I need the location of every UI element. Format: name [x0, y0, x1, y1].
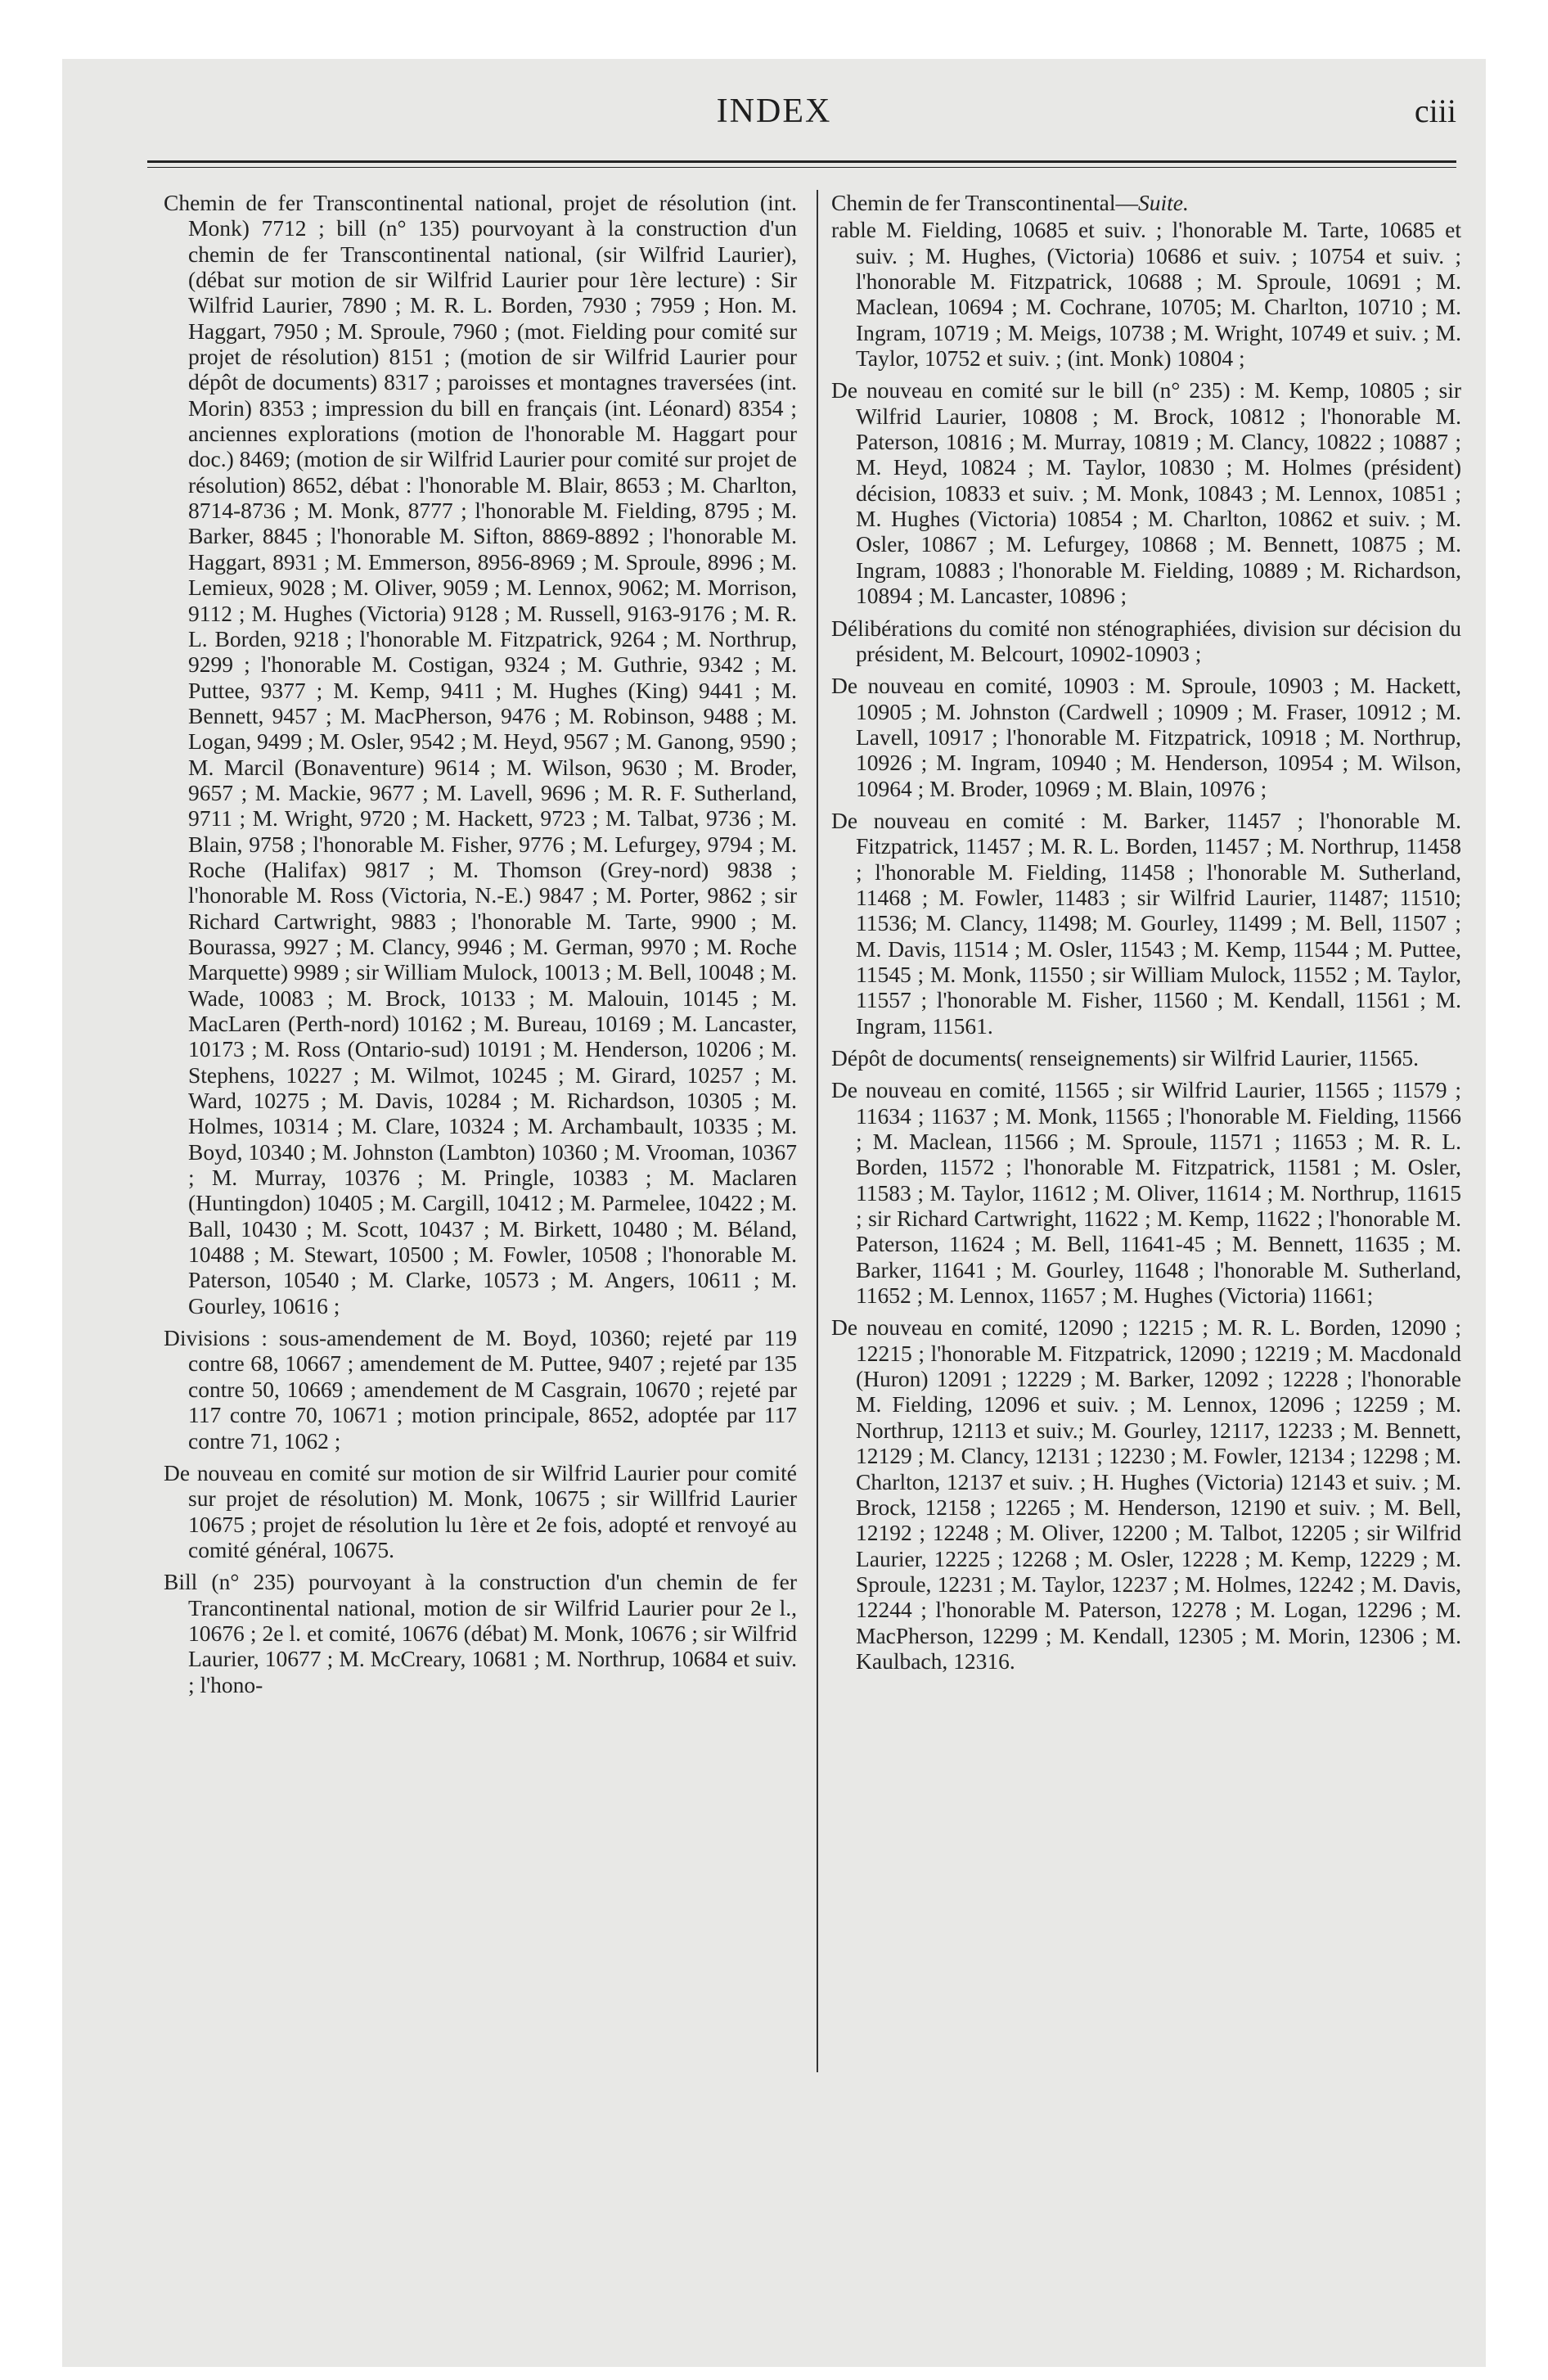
right-column [831, 190, 1461, 1680]
index-entry: De nouveau en comité sur motion de sir Wilfrid Laurier pour comité sur projet de résolution) M. Monk, 10675 ; sir Willfrid Laurier 10675 ; projet de résolution lu 1ère et 2e fois, adopté et renvoyé au comité général, 10675. [164, 1459, 797, 1562]
page-number: ciii [1414, 92, 1456, 129]
column-divider [817, 190, 818, 2072]
continuation-heading [831, 190, 1461, 215]
index-entry: Bill (n° 235) pourvoyant à la construction d'un chemin de fer Trancontinental national, motion de sir Wilfrid Laurier pour 2e l., 10676 ; 2e l. et comité, 10676 (débat) M. Monk, 10676 ; sir Wilfrid Laurier, 10677 ; M. McCreary, 10681 ; M. Northrup, 10684 et suiv. ; l'hono- [164, 1569, 797, 1697]
header-rule-thick [147, 160, 1456, 163]
index-entry: Délibérations du comité non sténographiées, division sur décision du président, M. Belcourt, 10902-10903 ; [831, 615, 1461, 666]
continuation-suffix: Suite. [1138, 190, 1189, 215]
scanned-page [62, 59, 1486, 2367]
header-rule-thin [147, 167, 1456, 168]
left-column [164, 190, 797, 1704]
index-entry: Chemin de fer Transcontinental national, projet de résolution (int. Monk) 7712 ; bill (n° 135) pourvoyant à la construction d'un chemin de fer Transcontinental national, (sir Wilfrid Laurier), (débat sur motion de sir Wilfrid Laurier pour 1ère lecture) : Sir Wilfrid Laurier, 7890 ; M. R. L. Borden, 7930 ; 7959 ; Hon. M. Haggart, 7950 ; M. Sproule, 7960 ; (mot. Fielding pour comité sur projet de résolution) 8151 ; (motion de sir Wilfrid Laurier pour dépôt de documents) 8317 ; paroisses et montagnes traversées (int. Morin) 8353 ; impression du bill en français (int. Léonard) 8354 ; anciennes explorations (motion de l'honorable M. Haggart pour doc.) 8469; (motion de sir Wilfrid Laurier pour comité sur projet de résolution) 8652, débat : l'honorable M. Blair, 8653 ; M. Charlton, 8714-8736 ; M. Monk, 8777 ; l'honorable M. Fielding, 8795 ; M. Barker, 8845 ; l'honorable M. Sifton, 8869-8892 ; l'honorable M. Haggart, 8931 ; M. Emmerson, 8956-8969 ; M. Sproule, 8996 ; M. Lemieux, 9028 ; M. Oliver, 9059 ; M. Lennox, 9062; M. Morrison, 9112 ; M. Hughes (Victoria) 9128 ; M. Russell, 9163-9176 ; M. R. L. Borden, 9218 ; l'honorable M. Fitzpatrick, 9264 ; M. Northrup, 9299 ; l'honorable M. Costigan, 9324 ; M. Guthrie, 9342 ; M. Puttee, 9377 ; M. Kemp, 9411 ; M. Hughes (King) 9441 ; M. Bennett, 9457 ; M. MacPherson, 9476 ; M. Robinson, 9488 ; M. Logan, 9499 ; M. Osler, 9542 ; M. Heyd, 9567 ; M. Ganong, 9590 ; M. Marcil (Bonaventure) 9614 ; M. Wilson, 9630 ; M. Broder, 9657 ; M. Mackie, 9677 ; M. Lavell, 9696 ; M. R. F. Sutherland, 9711 ; M. Wright, 9720 ; M. Hackett, 9723 ; M. Talbat, 9736 ; M. Blain, 9758 ; l'honorable M. Fisher, 9776 ; M. Lefurgey, 9794 ; M. Roche (Halifax) 9817 ; M. Thomson (Grey-nord) 9838 ; l'honorable M. Ross (Victoria, N.-E.) 9847 ; M. Porter, 9862 ; sir Richard Cartwright, 9883 ; l'honorable M. Tarte, 9900 ; M. Bourassa, 9927 ; M. Clancy, 9946 ; M. German, 9970 ; M. Roche Marquette) 9989 ; sir William Mulock, 10013 ; M. Bell, 10048 ; M. Wade, 10083 ; M. Brock, 10133 ; M. Malouin, 10145 ; M. MacLaren (Perth-nord) 10162 ; M. Bureau, 10169 ; M. Lancaster, 10173 ; M. Ross (Ontario-sud) 10191 ; M. Henderson, 10206 ; M. Stephens, 10227 ; M. Wilmot, 10245 ; M. Girard, 10257 ; M. Ward, 10275 ; M. Davis, 10284 ; M. Richardson, 10305 ; M. Holmes, 10314 ; M. Clare, 10324 ; M. Archambault, 10335 ; M. Boyd, 10340 ; M. Johnston (Lambton) 10360 ; M. Vrooman, 10367 ; M. Murray, 10376 ; M. Pringle, 10383 ; M. Maclaren (Huntingdon) 10405 ; M. Cargill, 10412 ; M. Parmelee, 10422 ; M. Ball, 10430 ; M. Scott, 10437 ; M. Birkett, 10480 ; M. Béland, 10488 ; M. Stewart, 10500 ; M. Fowler, 10508 ; l'honorable M. Paterson, 10540 ; M. Clarke, 10573 ; M. Angers, 10611 ; M. Gourley, 10616 ; [164, 190, 797, 1318]
index-entry: Dépôt de documents( renseignements) sir Wilfrid Laurier, 11565. [831, 1045, 1419, 1071]
continuation-heading-text: Chemin de fer Transcontinental— [831, 190, 1139, 215]
index-entry: De nouveau en comité : M. Barker, 11457 ; l'honorable M. Fitzpatrick, 11457 ; M. R. L. Borden, 11457 ; M. Northrup, 11458 ; l'honorable M. Fielding, 11458 ; l'honorable M. Sutherland, 11468 ; M. Fowler, 11483 ; sir Wilfrid Laurier, 11487; 11510; 11536; M. Clancy, 11498; M. Gourley, 11499 ; M. Bell, 11507 ; M. Davis, 11514 ; M. Osler, 11543 ; M. Kemp, 11544 ; M. Puttee, 11545 ; M. Monk, 11550 ; sir William Mulock, 11552 ; M. Taylor, 11557 ; l'honorable M. Fisher, 11560 ; M. Kendall, 11561 ; M. Ingram, 11561. [831, 807, 1461, 1039]
index-entry: De nouveau en comité, 10903 : M. Sproule, 10903 ; M. Hackett, 10905 ; M. Johnston (Cardwell ; 10909 ; M. Fraser, 10912 ; M. Lavell, 10917 ; l'honorable M. Fitzpatrick, 10918 ; M. Northrup, 10926 ; M. Ingram, 10940 ; M. Henderson, 10954 ; M. Wilson, 10964 ; M. Broder, 10969 ; M. Blain, 10976 ; [831, 673, 1461, 801]
index-entry: Divisions : sous-amendement de M. Boyd, 10360; rejeté par 119 contre 68, 10667 ; amendement de M. Puttee, 9407 ; rejeté par 135 contre 50, 10669 ; amendement de M Casgrain, 10670 ; rejeté par 117 contre 70, 10671 ; motion principale, 8652, adoptée par 117 contre 71, 1062 ; [164, 1325, 797, 1454]
index-entry: De nouveau en comité, 11565 ; sir Wilfrid Laurier, 11565 ; 11579 ; 11634 ; 11637 ; M. Monk, 11565 ; l'honorable M. Fielding, 11566 ; M. Maclean, 11566 ; M. Sproule, 11571 ; 11653 ; M. R. L. Borden, 11572 ; l'honorable M. Fitzpatrick, 11581 ; M. Osler, 11583 ; M. Taylor, 11612 ; M. Oliver, 11614 ; M. Northrup, 11615 ; sir Richard Cartwright, 11622 ; M. Kemp, 11622 ; l'honorable M. Paterson, 11624 ; M. Bell, 11641-45 ; M. Bennett, 11635 ; M. Barker, 11641 ; M. Gourley, 11648 ; l'honorable M. Sutherland, 11652 ; M. Lennox, 11657 ; M. Hughes (Victoria) 11661; [831, 1077, 1461, 1309]
running-head-title: INDEX [716, 92, 832, 130]
index-entry: De nouveau en comité, 12090 ; 12215 ; M. R. L. Borden, 12090 ; 12215 ; l'honorable M. Fitzpatrick, 12090 ; 12219 ; M. Macdonald (Huron) 12091 ; 12229 ; M. Barker, 12092 ; 12228 ; l'honorable M. Fielding, 12096 et suiv. ; M. Lennox, 12096 ; 12259 ; M. Northrup, 12113 et suiv.; M. Gourley, 12117, 12233 ; M. Bennett, 12129 ; M. Clancy, 12131 ; 12230 ; M. Fowler, 12134 ; 12298 ; M. Charlton, 12137 et suiv. ; H. Hughes (Victoria) 12143 et suiv. ; M. Brock, 12158 ; 12265 ; M. Henderson, 12190 et suiv. ; M. Bell, 12192 ; 12248 ; M. Oliver, 12200 ; M. Talbot, 12205 ; sir Wilfrid Laurier, 12225 ; 12268 ; M. Osler, 12228 ; M. Kemp, 12229 ; M. Sproule, 12231 ; M. Taylor, 12237 ; M. Holmes, 12242 ; M. Davis, 12244 ; l'honorable M. Paterson, 12278 ; M. Logan, 12296 ; M. MacPherson, 12299 ; M. Kendall, 12305 ; M. Morin, 12306 ; M. Kaulbach, 12316. [831, 1314, 1461, 1674]
index-entry: rable M. Fielding, 10685 et suiv. ; l'honorable M. Tarte, 10685 et suiv. ; M. Hughes, (Victoria) 10686 et suiv. ; 10754 et suiv. ; l'honorable M. Fitzpatrick, 10688 ; M. Sproule, 10691 ; M. Maclean, 10694 ; M. Cochrane, 10705; M. Charlton, 10710 ; M. Ingram, 10719 ; M. Meigs, 10738 ; M. Wright, 10749 et suiv. ; M. Taylor, 10752 et suiv. ; (int. Monk) 10804 ; [831, 217, 1461, 372]
index-entry: De nouveau en comité sur le bill (n° 235) : M. Kemp, 10805 ; sir Wilfrid Laurier, 10808 ; M. Brock, 10812 ; l'honorable M. Paterson, 10816 ; M. Murray, 10819 ; M. Clancy, 10822 ; 10887 ; M. Heyd, 10824 ; M. Taylor, 10830 ; M. Holmes (président) décision, 10833 et suiv. ; M. Monk, 10843 ; M. Lennox, 10851 ; M. Hughes (Victoria) 10854 ; M. Charlton, 10862 et suiv. ; M. Osler, 10867 ; M. Lefurgey, 10868 ; M. Bennett, 10875 ; M. Ingram, 10883 ; l'honorable M. Fielding, 10889 ; M. Richardson, 10894 ; M. Lancaster, 10896 ; [831, 377, 1461, 609]
